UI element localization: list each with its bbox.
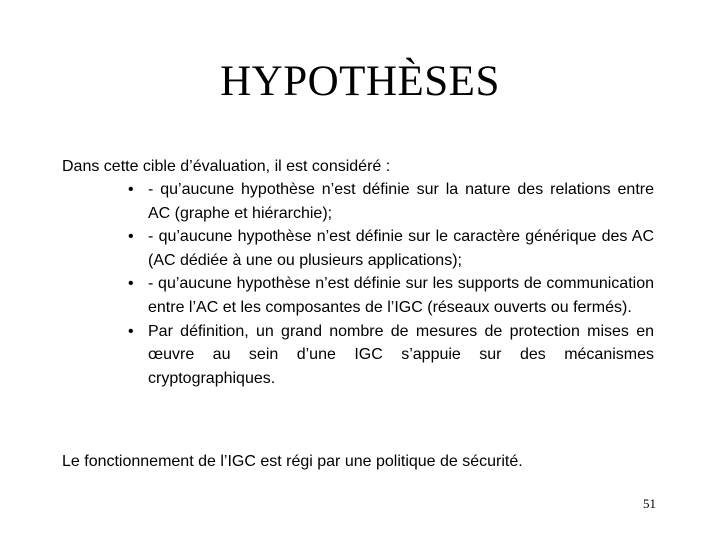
bullet-icon: •: [128, 322, 134, 340]
list-item-text: Par définition, un grand nombre de mesures de protection mises en œuvre au sein d’une IGC s’appuie sur des mécanismes cryptographiques.: [148, 322, 654, 387]
list-item-text: - qu’aucune hypothèse n’est définie sur les supports de communication entre l’AC et les composantes de l’IGC (réseaux ouverts ou fermés).: [148, 275, 654, 316]
hypotheses-list: [126, 178, 654, 390]
bullet-icon: •: [128, 228, 134, 246]
list-item: [126, 320, 654, 391]
bullet-icon: •: [128, 275, 134, 293]
page-number: 51: [643, 496, 656, 511]
list-item: [126, 225, 654, 272]
list-item-text: - qu’aucune hypothèse n’est définie sur la nature des relations entre AC (graphe et hiérarchie);: [148, 181, 654, 222]
conclusion-text: Le fonctionnement de l’IGC est régi par une politique de sécurité.: [62, 453, 523, 470]
list-item-text: - qu’aucune hypothèse n’est définie sur le caractère générique des AC (AC dédiée à une ou plusieurs applications);: [148, 228, 654, 269]
intro-text: Dans cette cible d’évaluation, il est considéré :: [62, 158, 391, 175]
bullet-icon: •: [128, 181, 134, 198]
list-item: [126, 272, 654, 319]
list-item: [126, 178, 654, 225]
slide-title: HYPOTHÈSES: [220, 58, 500, 105]
